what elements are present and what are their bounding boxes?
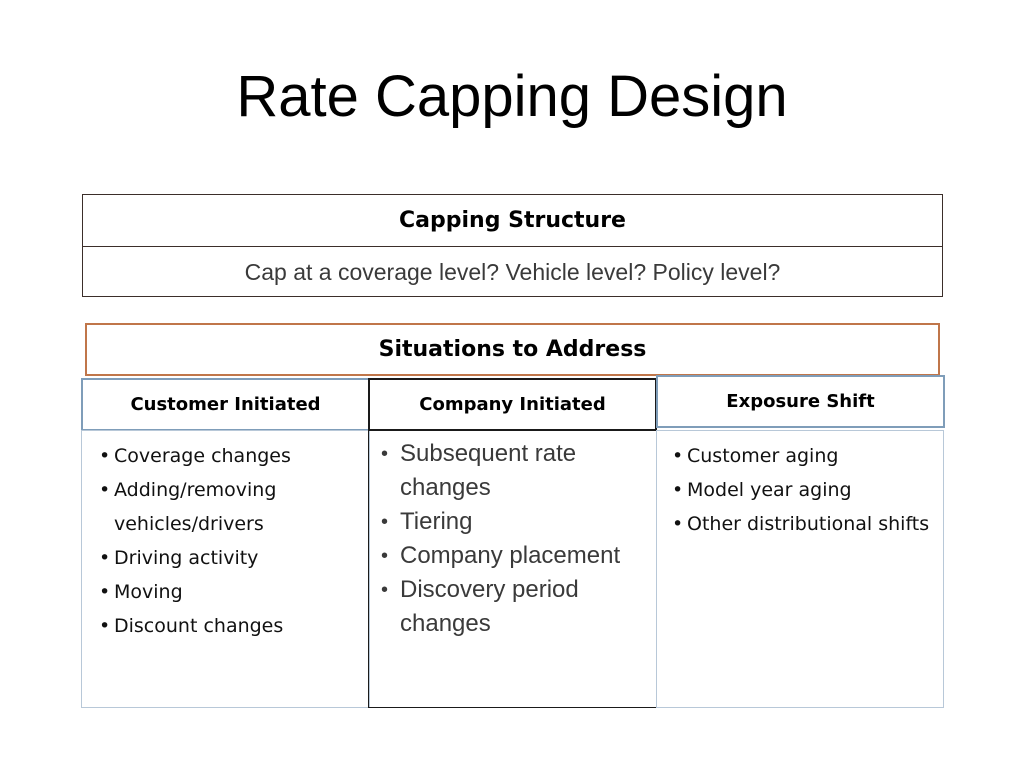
column-header-company-initiated: Company Initiated bbox=[368, 378, 657, 431]
capping-structure-table bbox=[82, 194, 943, 297]
list-item: • Tiering bbox=[379, 505, 649, 539]
list-item: • Discount changes bbox=[92, 609, 362, 643]
list-item: • Adding/removing vehicles/drivers bbox=[92, 473, 362, 541]
column-company-initiated bbox=[368, 430, 657, 708]
list-item: • Other distributional shifts bbox=[665, 507, 935, 541]
slide-title: Rate Capping Design bbox=[236, 64, 788, 129]
column-header-exposure-shift: Exposure Shift bbox=[656, 375, 945, 428]
list-item: • Subsequent rate changes bbox=[379, 437, 649, 505]
list-item: • Driving activity bbox=[92, 541, 362, 575]
capping-structure-body: Cap at a coverage level? Vehicle level? Policy level? bbox=[244, 258, 781, 285]
capping-structure-header: Capping Structure bbox=[83, 195, 942, 247]
list-item: • Company placement bbox=[379, 539, 649, 573]
company-initiated-list bbox=[379, 437, 649, 641]
list-item: • Discovery period changes bbox=[379, 573, 649, 641]
list-item: • Moving bbox=[92, 575, 362, 609]
customer-initiated-list bbox=[92, 439, 362, 643]
list-item: • Customer aging bbox=[665, 439, 935, 473]
column-exposure-shift bbox=[656, 430, 944, 708]
column-customer-initiated bbox=[81, 430, 370, 708]
exposure-shift-list bbox=[665, 439, 935, 541]
situations-header: Situations to Address bbox=[85, 323, 940, 376]
column-header-customer-initiated: Customer Initiated bbox=[81, 378, 370, 431]
list-item: • Coverage changes bbox=[92, 439, 362, 473]
list-item: • Model year aging bbox=[665, 473, 935, 507]
